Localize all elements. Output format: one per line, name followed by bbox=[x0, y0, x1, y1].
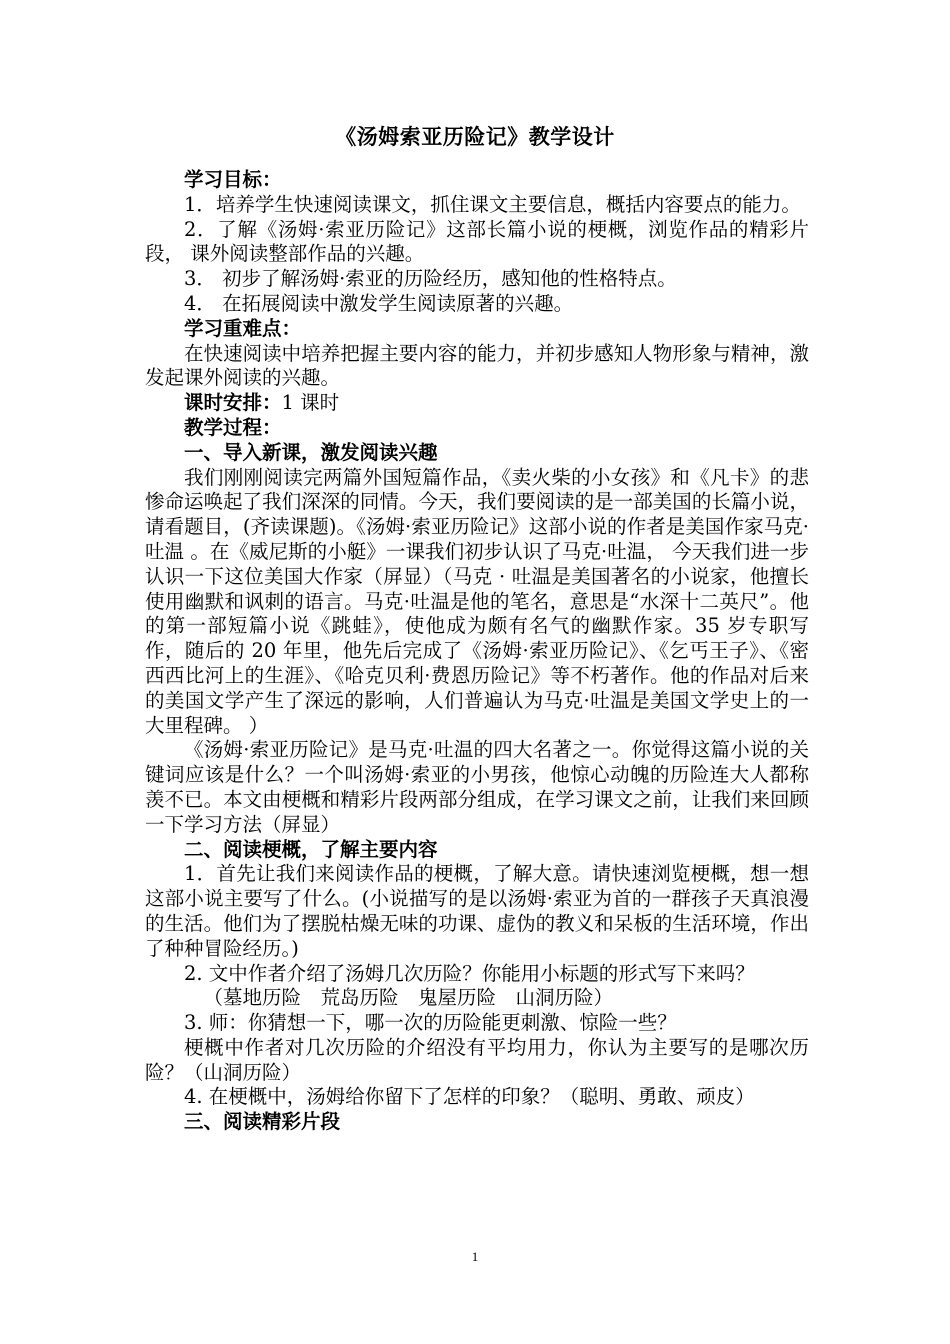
part1-heading: 一、导入新课，激发阅读兴趣 bbox=[184, 440, 438, 464]
part2-paragraph: 3. 师：你猜想一下，哪一次的历险能更刺激、惊险一些？ bbox=[184, 1011, 677, 1035]
schedule-value: 1 课时 bbox=[281, 391, 340, 415]
page-number: 1 bbox=[471, 1249, 479, 1264]
part1-paragraph: 《汤姆·索亚历险记》是马克·吐温的四大名著之一。你觉得这篇小说的关键词应该是什么？一个叫汤姆·索亚的小男孩，他惊心动魄的历险连大人都称羡不已。本文由梗概和精彩片段两部分组成，在学习课文之前，让我们来回顾一下学习方法（屏显） bbox=[145, 738, 809, 836]
part2-paragraph: 1．首先让我们来阅读作品的梗概，了解大意。请快速浏览梗概，想一想这部小说主要写了什么。(小说描写的是以汤姆·索亚为首的一群孩子天真浪漫的生活。他们为了摆脱枯燥无味的功课、虚伪的教义和呆板的生活环境，作出了种种冒险经历。) bbox=[145, 862, 809, 960]
document-body bbox=[145, 168, 809, 1135]
document-title: 《汤姆索亚历险记》教学设计 bbox=[335, 124, 615, 149]
part3-heading: 三、阅读精彩片段 bbox=[184, 1110, 341, 1134]
process-heading: 教学过程： bbox=[184, 415, 282, 439]
goals-heading: 学习目标： bbox=[184, 168, 282, 191]
adventure-list: （墓地历险 荒岛历险 鬼屋历险 山洞历险） bbox=[203, 986, 614, 1010]
part1-paragraph: 我们刚刚阅读完两篇外国短篇作品，《卖火柴的小女孩》和《凡卡》的悲惨命运唤起了我们深深的同情。今天，我们要阅读的是一部美国的长篇小说，请看题目，(齐读课题)。《汤姆·索亚历险记》这部小说的作者是美国作家马克·吐温 。在《威尼斯的小艇》一课我们初步认识了马克·吐温， 今天我们进一步认识一下这位美国大作家（屏显）（马克 · 吐温是美国著名的小说家，他擅长使用幽默和讽刺的语言。马克·吐温是他的笔名，意思是“水深十二英尺”。他的第一部短篇小说《跳蛙》，使他成为颇有名气的幽默作家。35 岁专职写作，随后的 20 年里，他先后完成了《汤姆·索亚历险记》、《乞丐王子》、《密西西比河上的生涯》、《哈克贝利·费恩历险记》等不朽著作。他的作品对后来的美国文学产生了深远的影响，人们普遍认为马克·吐温是美国文学史上的一大里程碑。 ） bbox=[145, 465, 809, 737]
goal-item: 2．了解《汤姆·索亚历险记》这部长篇小说的梗概，浏览作品的精彩片段， 课外阅读整部作品的兴趣。 bbox=[145, 217, 809, 266]
key-points-heading: 学习重难点： bbox=[184, 316, 302, 340]
schedule-line bbox=[145, 391, 809, 416]
part2-paragraph: 梗概中作者对几次历险的介绍没有平均用力，你认为主要写的是哪次历险？（山洞历险） bbox=[145, 1035, 809, 1084]
goal-item: 1．培养学生快速阅读课文，抓住课文主要信息，概括内容要点的能力。 bbox=[184, 192, 801, 216]
goal-item: 3． 初步了解汤姆·索亚的历险经历，感知他的性格特点。 bbox=[184, 267, 677, 291]
part2-paragraph: 2. 文中作者介绍了汤姆几次历险？你能用小标题的形式写下来吗？ bbox=[184, 961, 755, 985]
part2-heading: 二、阅读梗概，了解主要内容 bbox=[184, 837, 438, 861]
schedule-label: 课时安排： bbox=[184, 391, 282, 415]
part2-paragraph: 4. 在梗概中，汤姆给你留下了怎样的印象？（聪明、勇敢、顽皮） bbox=[184, 1085, 755, 1109]
goal-item: 4． 在拓展阅读中激发学生阅读原著的兴趣。 bbox=[184, 291, 574, 315]
key-points-text: 在快速阅读中培养把握主要内容的能力，并初步感知人物形象与精神，激发起课外阅读的兴趣。 bbox=[145, 341, 809, 390]
